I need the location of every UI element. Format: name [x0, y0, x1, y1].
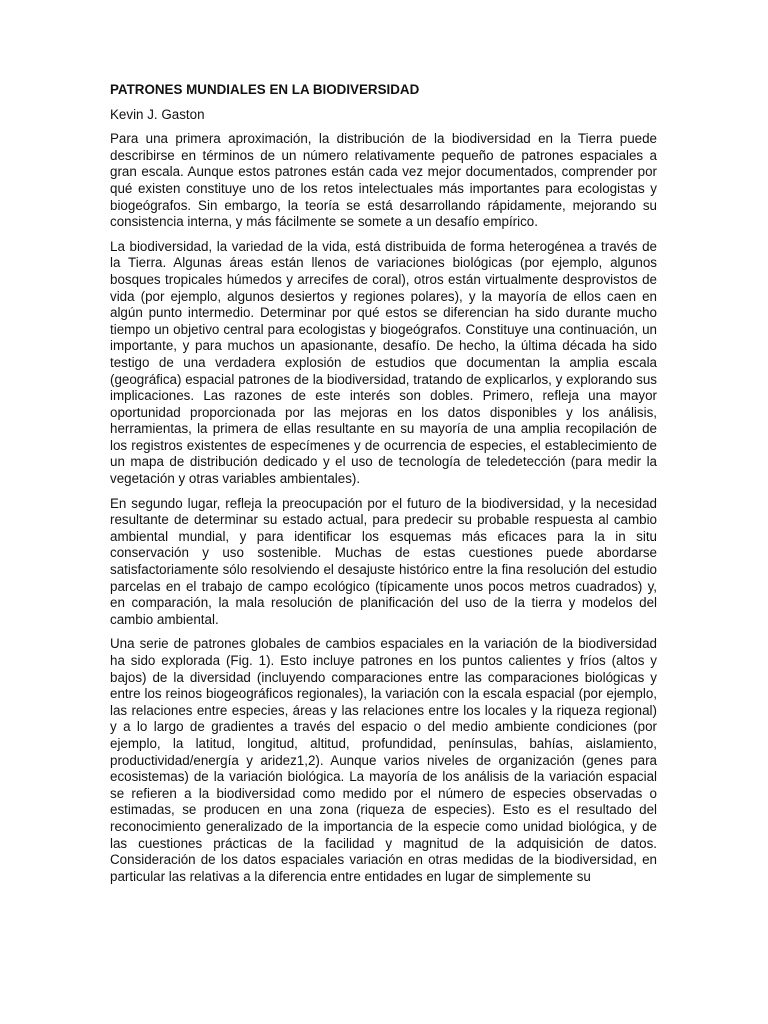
paragraph-4: Una serie de patrones globales de cambios espaciales en la variación de la biodiversidad ha sido explorada (Fig. 1). Esto incluye patrones en los puntos calientes y fríos (altos y bajos) de la diversidad (incluyendo comparaciones entre las comparaciones biológicas y entre los reinos biogeográficos regionales), la variación con la escala espacial (por ejemplo, las relaciones entre especies, áreas y las relaciones entre los locales y la riqueza regional) y a lo largo de gradientes a través del espacio o del medio ambiente condiciones (por ejemplo, la latitud, longitud, altitud, profundidad, penínsulas, bahías, aislamiento, productividad/energía y aridez1,2). Aunque varios niveles de organización (genes para ecosistemas) de la variación biológica. La mayoría de los análisis de la variación espacial se refieren a la biodiversidad como medido por el número de especies observadas o estimadas, se producen en una zona (riqueza de especies). Esto es el resultado del reconocimiento generalizado de la importancia de la especie como unidad biológica, y de las cuestiones prácticas de la facilidad y magnitud de la adquisición de datos. Consideración de los datos espaciales variación en otras medidas de la biodiversidad, en particular las relativas a la diferencia entre entidades en lugar de simplemente su [110, 636, 657, 884]
document-page [110, 82, 657, 893]
paragraph-3: En segundo lugar, refleja la preocupación por el futuro de la biodiversidad, y la necesidad resultante de determinar su estado actual, para predecir su probable respuesta al cambio ambiental mundial, y para identificar los esquemas más eficaces para la in situ conservación y uso sostenible. Muchas de estas cuestiones puede abordarse satisfactoriamente sólo resolviendo el desajuste histórico entre la fina resolución del estudio parcelas en el trabajo de campo ecológico (típicamente unos pocos metros cuadrados) y, en comparación, la mala resolución de planificación del uso de la tierra y modelos del cambio ambiental. [110, 495, 657, 627]
paragraph-1: Para una primera aproximación, la distribución de la biodiversidad en la Tierra puede describirse en términos de un número relativamente pequeño de patrones espaciales a gran escala. Aunque estos patrones están cada vez mejor documentados, comprender por qué existen constituye uno de los retos intelectuales más importantes para ecologistas y biogeógrafos. Sin embargo, la teoría se está desarrollando rápidamente, mejorando su consistencia interna, y más fácilmente se somete a un desafío empírico. [110, 131, 657, 230]
paragraph-2: La biodiversidad, la variedad de la vida, está distribuida de forma heterogénea a través de la Tierra. Algunas áreas están llenos de variaciones biológicas (por ejemplo, algunos bosques tropicales húmedos y arrecifes de coral), otros están virtualmente desprovistos de vida (por ejemplo, algunos desiertos y regiones polares), y la mayoría de ellos caen en algún punto intermedio. Determinar por qué estos se diferencian ha sido durante mucho tiempo un objetivo central para ecologistas y biogeógrafos. Constituye una continuación, un importante, y para muchos un apasionante, desafío. De hecho, la última década ha sido testigo de una verdadera explosión de estudios que documentan la amplia escala (geográfica) espacial patrones de la biodiversidad, tratando de explicarlos, y explorando sus implicaciones. Las razones de este interés son dobles. Primero, refleja una mayor oportunidad proporcionada por las mejoras en los datos disponibles y los análisis, herramientas, la primera de ellas resultante en su mayoría de una amplia recopilación de los registros existentes de especímenes y de ocurrencia de especies, el establecimiento de un mapa de distribución dedicado y el uso de tecnología de teledetección (para medir la vegetación y otras variables ambientales). [110, 238, 657, 487]
document-author: Kevin J. Gaston [110, 106, 205, 122]
document-title: PATRONES MUNDIALES EN LA BIODIVERSIDAD [110, 82, 420, 97]
